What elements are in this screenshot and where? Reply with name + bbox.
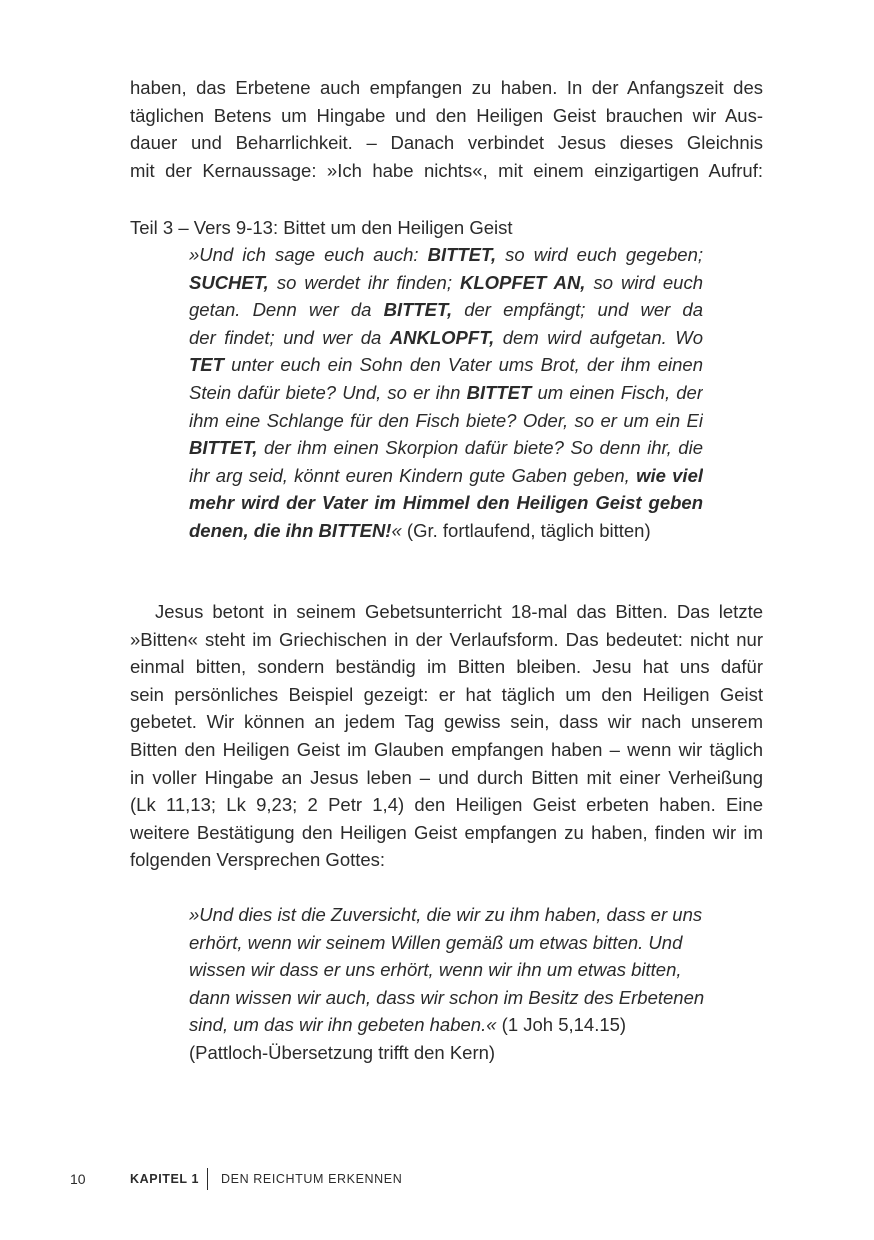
footer-divider <box>207 1168 208 1190</box>
quote-line: getan. Denn wer da BITTET, der empfängt; und wer da <box>189 299 703 321</box>
page-footer <box>0 1166 874 1192</box>
quote-line: »Und ich sage euch auch: BITTET, so wird euch gegeben; <box>189 244 703 265</box>
quote-line: ihr arg seid, könnt euren Kindern gute Gaben geben, wie viel <box>189 464 703 486</box>
paragraph-continuation <box>130 74 763 184</box>
page-number: 10 <box>70 1171 86 1187</box>
text-line: (Lk 11,13; Lk 9,23; 2 Petr 1,4) den Heiligen Geist erbeten haben. Eine <box>130 794 763 816</box>
quote-line: Stein dafür biete? Und, so er ihn BITTET um einen Fisch, der <box>189 381 703 403</box>
quote-line: sind, um das wir ihn gebeten haben.« (1 Joh 5,14.15) <box>189 1014 627 1036</box>
text-line: einmal bitten, sondern beständig im Bitten bleiben. Jesu hat uns dafür <box>130 656 763 678</box>
section-heading: Teil 3 – Vers 9-13: Bittet um den Heiligen Geist <box>130 217 513 238</box>
quote-line: wissen wir dass er uns erhört, wenn wir ihn um etwas bitten, <box>189 959 682 981</box>
text-line: weitere Bestätigung den Heiligen Geist empfangen zu haben, finden wir im <box>130 821 763 843</box>
chapter-title: DEN REICHTUM ERKENNEN <box>221 1172 403 1186</box>
bible-quote-john <box>189 901 703 1067</box>
quote-line: dann wissen wir auch, dass wir schon im Besitz des Erbetenen <box>189 986 705 1008</box>
bible-quote-luke <box>189 241 703 545</box>
chapter-label: KAPITEL 1 <box>130 1172 200 1186</box>
quote-line: mehr wird der Vater im Himmel den Heiligen Geist geben <box>189 492 703 514</box>
quote-line: denen, die ihn BITTEN!« (Gr. fortlaufend, täglich bitten) <box>189 519 651 541</box>
quote-line: der findet; und wer da ANKLOPFT, dem wird aufgetan. Wo <box>189 326 703 348</box>
text-line: folgenden Versprechen Gottes: <box>130 849 386 871</box>
text-line: sein persönliches Beispiel gezeigt: er hat täglich um den Heiligen Geist <box>130 683 763 705</box>
quote-line: (Pattloch-Übersetzung trifft den Kern) <box>189 1041 496 1063</box>
quote-line: erhört, wenn wir seinem Willen gemäß um etwas bitten. Und <box>189 931 683 953</box>
paragraph-main <box>130 598 763 874</box>
quote-line: TET unter euch ein Sohn den Vater ums Brot, der ihm einen <box>189 354 703 376</box>
text-line: mit der Kernaussage: »Ich habe nichts«, mit einem einzigartigen Aufruf: <box>130 159 763 181</box>
text-line: in voller Hingabe an Jesus leben – und durch Bitten mit einer Verheißung <box>130 766 763 788</box>
quote-line: »Und dies ist die Zuversicht, die wir zu ihm haben, dass er uns <box>189 904 703 925</box>
text-line: täglichen Betens um Hingabe und den Heiligen Geist brauchen wir Aus- <box>130 104 763 126</box>
text-line: Jesus betont in seinem Gebetsunterricht 18-mal das Bitten. Das letzte <box>155 601 763 622</box>
text-line: »Bitten« steht im Griechischen in der Verlaufsform. Das bedeutet: nicht nur <box>130 628 763 650</box>
text-line: gebetet. Wir können an jedem Tag gewiss sein, dass wir nach unserem <box>130 711 763 733</box>
text-line: haben, das Erbetene auch empfangen zu haben. In der Anfangszeit des <box>130 77 763 98</box>
quote-line: ihm eine Schlange für den Fisch biete? Oder, so er um ein Ei <box>189 409 703 431</box>
quote-line: BITTET, der ihm einen Skorpion dafür biete? So denn ihr, die <box>189 437 703 459</box>
quote-line: SUCHET, so werdet ihr finden; KLOPFET AN, so wird euch <box>189 271 703 293</box>
text-line: Bitten den Heiligen Geist im Glauben empfangen haben – wenn wir täglich <box>130 738 763 760</box>
text-line: dauer und Beharrlichkeit. – Danach verbindet Jesus dieses Gleichnis <box>130 132 763 154</box>
